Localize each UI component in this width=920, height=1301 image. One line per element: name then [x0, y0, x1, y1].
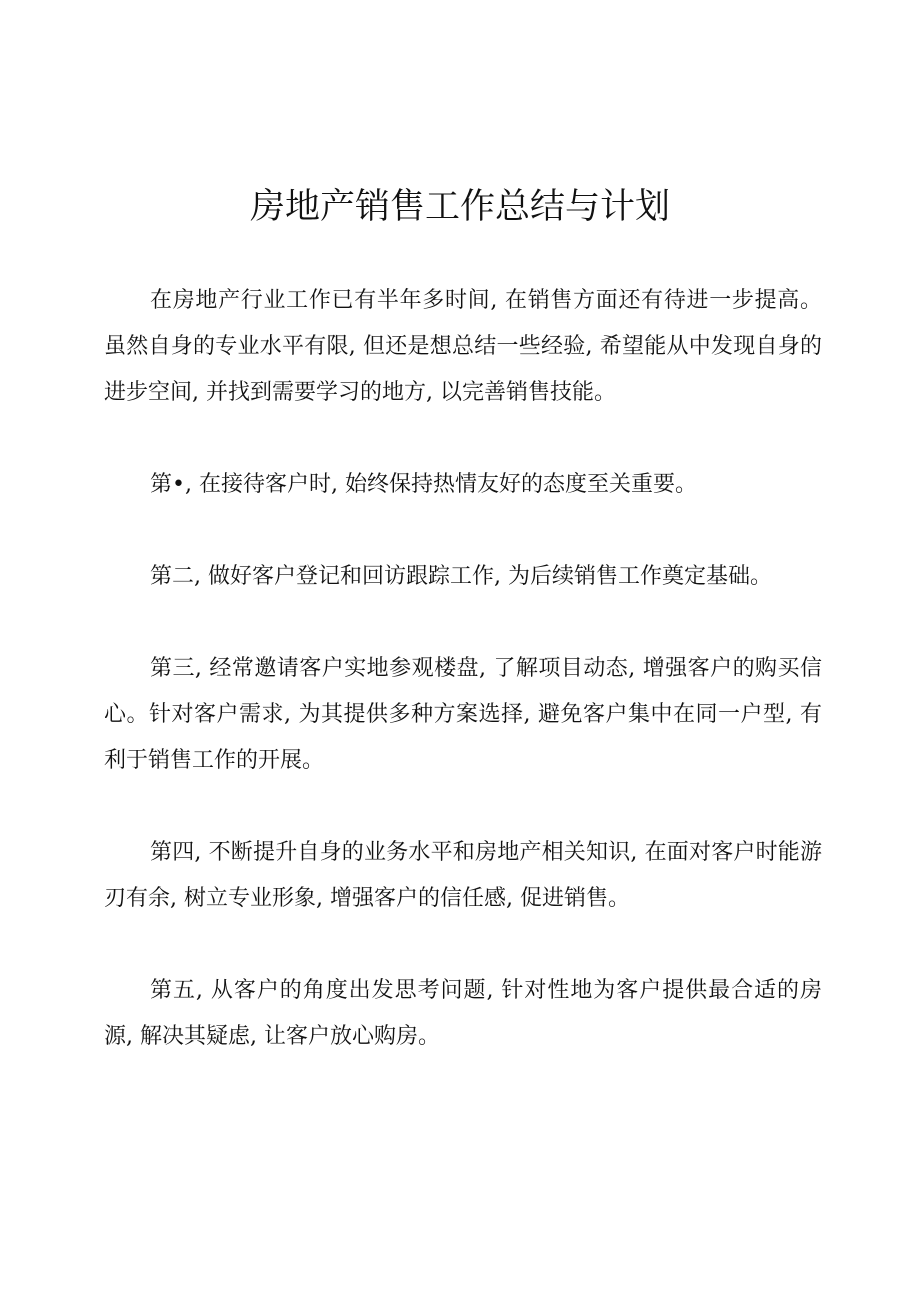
- paragraph-intro: 在房地产行业工作已有半年多时间, 在销售方面还有待进一步提高。虽然自身的专业水平有限, 但还是想总结一些经验, 希望能从中发现自身的进步空间, 并找到需要学习的地方, 以完善销售技能。: [104, 288, 822, 405]
- paragraph-point-3: 第三, 经常邀请客户实地参观楼盘, 了解项目动态, 增强客户的购买信心。针对客户需求, 为其提供多种方案选择, 避免客户集中在同一户型, 有利于销售工作的开展。: [104, 656, 822, 773]
- page-title: 房地产销售工作总结与计划: [249, 187, 670, 227]
- paragraph-point-2: 第二, 做好客户登记和回访跟踪工作, 为后续销售工作奠定基础。: [150, 564, 772, 589]
- paragraph-point-5: 第五, 从客户的角度出发思考问题, 针对性地为客户提供最合适的房源, 解决其疑虑, 让客户放心购房。: [104, 978, 822, 1049]
- paragraph-point-1: 第•, 在接待客户时, 始终保持热情友好的态度至关重要。: [150, 472, 697, 497]
- document-body: [104, 278, 822, 1060]
- paragraph-point-4: 第四, 不断提升自身的业务水平和房地产相关知识, 在面对客户时能游刃有余, 树立专业形象, 增强客户的信任感, 促进销售。: [104, 840, 822, 911]
